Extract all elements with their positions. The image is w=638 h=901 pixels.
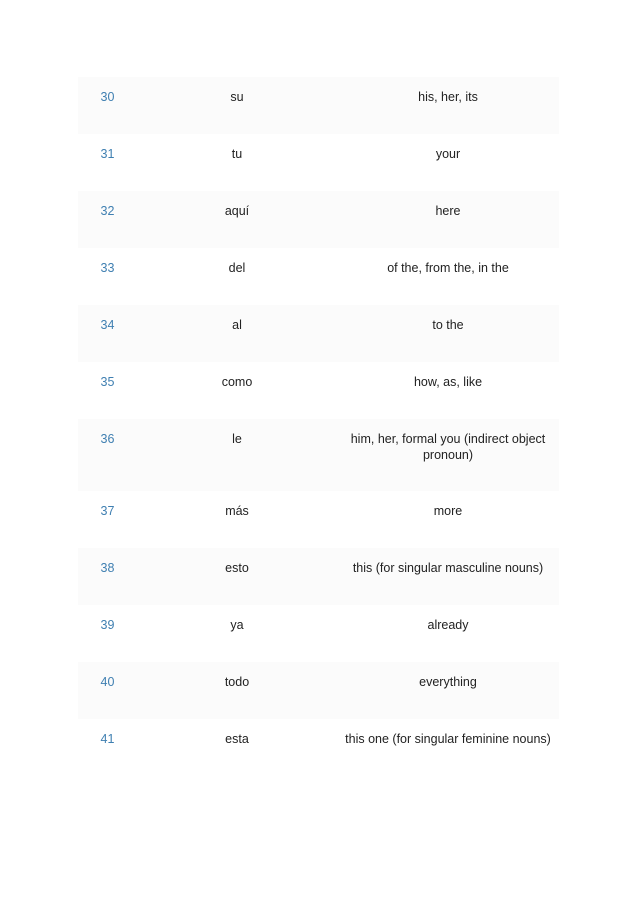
spanish-word: tu <box>231 147 243 161</box>
row-number: 32 <box>100 204 115 218</box>
english-translation: to the <box>432 318 464 332</box>
table-row <box>78 248 559 305</box>
spanish-word: como <box>221 375 253 389</box>
row-number: 30 <box>100 90 115 104</box>
english-translation: your <box>435 147 461 161</box>
row-number: 35 <box>100 375 115 389</box>
english-translation: him, her, formal you (indirect object pronoun) <box>350 432 546 462</box>
vocabulary-table <box>78 77 559 793</box>
table-row <box>78 362 559 419</box>
row-number: 39 <box>100 618 115 632</box>
english-translation: how, as, like <box>413 375 483 389</box>
table-row <box>78 491 559 548</box>
spanish-word: le <box>232 432 242 446</box>
table-row <box>78 305 559 362</box>
spanish-word: al <box>232 318 242 332</box>
table-row <box>78 134 559 191</box>
table-row <box>78 77 559 134</box>
spanish-word: ya <box>230 618 244 632</box>
english-translation: everything <box>419 675 477 689</box>
english-translation: more <box>433 504 463 518</box>
spanish-word: del <box>228 261 246 275</box>
row-number: 38 <box>100 561 115 575</box>
table-row <box>78 719 559 793</box>
spanish-word: todo <box>224 675 250 689</box>
english-translation: his, her, its <box>418 90 478 104</box>
spanish-word: esto <box>225 561 249 575</box>
table-row <box>78 419 559 491</box>
spanish-word: su <box>230 90 244 104</box>
row-number: 33 <box>100 261 115 275</box>
spanish-word: más <box>225 504 249 518</box>
english-translation: of the, from the, in the <box>387 261 509 275</box>
table-row <box>78 548 559 605</box>
english-translation: here <box>435 204 461 218</box>
row-number: 41 <box>100 732 115 746</box>
spanish-word: aquí <box>224 204 250 218</box>
row-number: 34 <box>100 318 115 332</box>
english-translation: this one (for singular feminine nouns) <box>345 732 551 746</box>
table-row <box>78 662 559 719</box>
row-number: 36 <box>100 432 115 446</box>
spanish-word: esta <box>225 732 249 746</box>
english-translation: this (for singular masculine nouns) <box>352 561 544 575</box>
row-number: 31 <box>100 147 115 161</box>
row-number: 40 <box>100 675 115 689</box>
table-row <box>78 605 559 662</box>
table-row <box>78 191 559 248</box>
row-number: 37 <box>100 504 115 518</box>
english-translation: already <box>427 618 469 632</box>
